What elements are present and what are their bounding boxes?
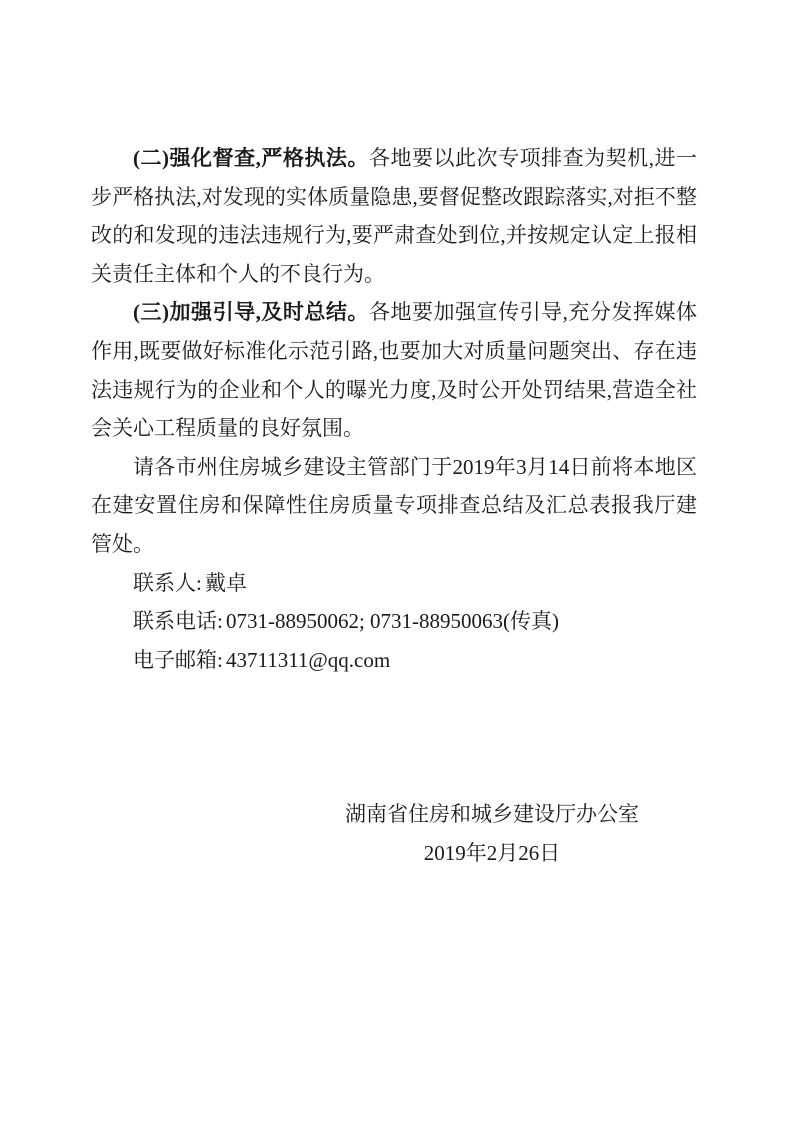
signature-block — [91, 795, 697, 872]
contact-phone-line — [91, 602, 697, 641]
contact-email-value: 43711311@qq.com — [225, 647, 391, 672]
section-2-body: 各地要以此次专项排查为契机,进一步严格执法,对发现的实体质量隐患,要督促整改跟踪落实,对拒不整改的和发现的违法违规行为,要严肃查处到位,并按规定认定上报相关责任主体和个人的不良行为。 — [91, 146, 697, 286]
contact-person-value: 戴卓 — [204, 570, 247, 595]
paragraph-section-2 — [91, 139, 697, 293]
section-2-heading: (二)强化督查,严格执法。 — [133, 146, 369, 170]
section-3-heading: (三)加强引导,及时总结。 — [133, 300, 369, 325]
paragraph-closing: 请各市州住房城乡建设主管部门于2019年3月14日前将本地区在建安置住房和保障性住房质量专项排查总结及汇总表报我厅建管处。 — [91, 454, 697, 556]
signature-inner — [345, 795, 639, 872]
signature-organization: 湖南省住房和城乡建设厅办公室 — [345, 802, 639, 827]
contact-phone-value: 0731-88950062; 0731-88950063(传真) — [225, 609, 560, 634]
section-3-body: 各地要加强宣传引导,充分发挥媒体作用,既要做好标准化示范引路,也要加大对质量问题突出、存在违法违规行为的企业和个人的曝光力度,及时公开处罚结果,营造全社会关心工程质量的良好氛围。 — [91, 300, 697, 441]
document-body — [91, 139, 697, 873]
contact-email-line — [91, 641, 697, 680]
contact-person-line — [91, 564, 697, 603]
contact-person-label: 联系人: — [133, 570, 202, 595]
contact-phone-label: 联系电话: — [133, 609, 223, 634]
signature-date: 2019年2月26日 — [423, 840, 561, 865]
contact-email-label: 电子邮箱: — [133, 647, 223, 672]
paragraph-section-3 — [91, 293, 697, 447]
